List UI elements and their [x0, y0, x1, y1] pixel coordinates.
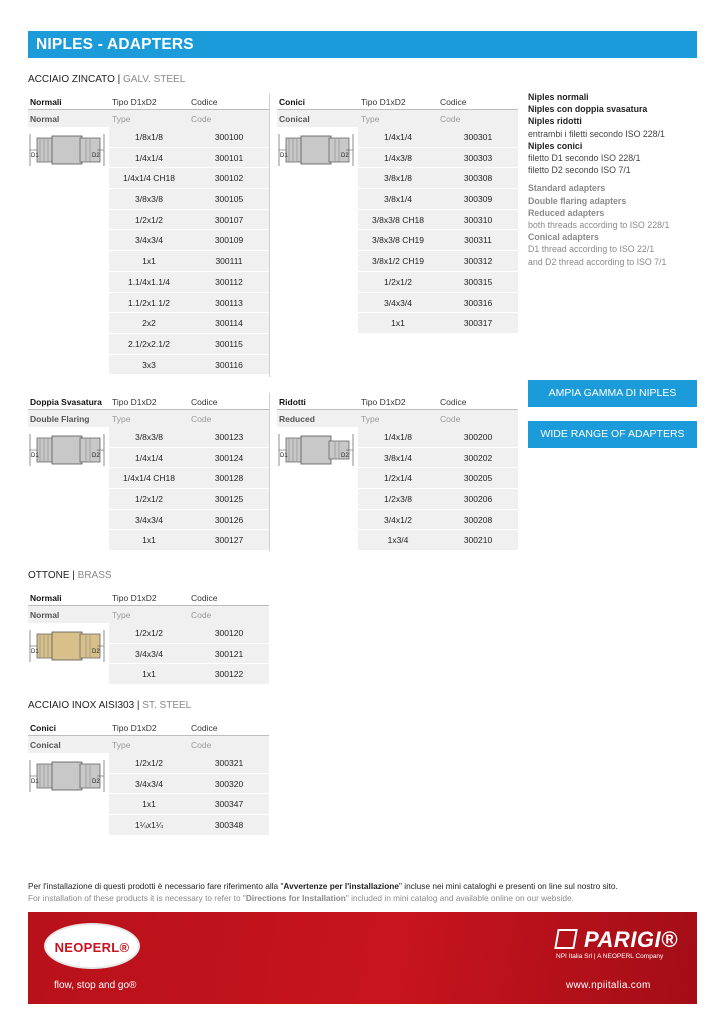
header-code: Codice	[191, 397, 218, 407]
type-cell: 1/2x1/2	[135, 214, 163, 225]
subheader-category: Conical	[30, 740, 61, 750]
table-header	[28, 393, 269, 410]
table-row	[109, 794, 269, 815]
type-cell: 1/4x1/4	[135, 452, 163, 463]
parigi-mark-icon	[554, 929, 578, 949]
type-cell: 3/4x1/2	[384, 514, 412, 525]
code-cell: 300206	[463, 494, 493, 505]
table-row	[109, 510, 269, 531]
parigi-subtitle: NPI Italia Srl | A NEOPERL Company	[556, 953, 664, 960]
subheader-category: Normal	[30, 114, 60, 124]
type-cell: 3/8x1/2 CH19	[372, 256, 424, 267]
table-row	[109, 127, 269, 148]
header-type: Tipo D1xD2	[112, 593, 157, 603]
table-row	[358, 530, 518, 551]
table-row	[109, 774, 269, 795]
parigi-logo: PARIGI®	[584, 927, 678, 952]
table-row	[109, 334, 269, 355]
wide-range-en-banner: WIDE RANGE OF ADAPTERS	[528, 421, 697, 448]
type-cell: 3/8x3/8	[135, 194, 163, 205]
header-type: Tipo D1xD2	[112, 397, 157, 407]
table-row	[109, 623, 269, 644]
code-cell: 300202	[463, 452, 493, 463]
type-cell: 3/8x1/4	[384, 194, 412, 205]
installation-note-it: Per l'installazione di questi prodotti è necessario fare riferimento alla "Avvertenze per l'installazione" incluse nei mini cataloghi e presenti on line sul nostro sito.	[28, 881, 618, 891]
table-row	[109, 313, 269, 334]
table-body	[277, 427, 518, 551]
code-cell: 300301	[463, 132, 493, 142]
table-row	[109, 210, 269, 231]
subheader-type: Type	[112, 610, 131, 620]
svg-text:D1: D1	[31, 649, 39, 655]
header-type: Tipo D1xD2	[361, 97, 406, 107]
table-header	[28, 93, 269, 110]
table-row	[358, 168, 518, 189]
svg-text:D1: D1	[31, 453, 39, 459]
type-cell: 3/4x3/4	[135, 648, 163, 659]
table-row	[358, 272, 518, 293]
table-conici-steel	[28, 719, 269, 836]
fitting-illustration	[28, 130, 106, 170]
code-cell: 300124	[214, 452, 244, 463]
svg-text:D2: D2	[92, 453, 100, 459]
table-row	[109, 230, 269, 251]
type-cell: 3/8x1/8	[384, 173, 412, 184]
type-cell: 3/4x3/4	[135, 514, 163, 525]
code-cell: 300210	[463, 535, 493, 546]
header-code: Codice	[191, 97, 218, 107]
table-row	[109, 815, 269, 836]
subheader-type: Type	[112, 740, 131, 750]
svg-text:D1: D1	[280, 153, 288, 159]
table-row	[358, 313, 518, 334]
type-cell: 1x1	[142, 256, 156, 267]
code-cell: 300317	[463, 318, 493, 329]
table-row	[109, 664, 269, 685]
type-cell: 1x3/4	[387, 535, 409, 546]
table-row	[109, 293, 269, 314]
type-cell: 1/2x1/2	[135, 494, 163, 505]
subheader-type: Type	[361, 414, 380, 424]
table-row	[109, 148, 269, 169]
neoperl-logo: NEOPERL®	[44, 923, 140, 969]
table-row	[109, 753, 269, 774]
table-row	[109, 489, 269, 510]
table-row	[109, 427, 269, 448]
header-category: Conici	[30, 723, 56, 733]
table-row	[358, 230, 518, 251]
type-cell: 2x2	[142, 318, 156, 329]
section-steel-title: ACCIAIO INOX AISI303 | ST. STEEL	[28, 700, 192, 711]
table-row	[109, 189, 269, 210]
table-subheader	[28, 606, 269, 623]
type-cell: 1/2x1/2	[135, 628, 163, 638]
code-cell: 300112	[215, 276, 243, 287]
table-row	[358, 127, 518, 148]
type-cell: 3x3	[142, 359, 156, 370]
subheader-code: Code	[440, 114, 461, 124]
code-cell: 300208	[463, 514, 493, 525]
subheader-code: Code	[191, 114, 212, 124]
header-category: Normali	[30, 593, 62, 603]
installation-note-en: For installation of these products it is necessary to refer to "Directions for Installation" included in mini catalog and available online on our webside.	[28, 893, 574, 903]
code-cell: 300122	[214, 669, 244, 680]
table-divider	[269, 93, 270, 377]
header-type: Tipo D1xD2	[361, 397, 406, 407]
fitting-illustration	[28, 756, 106, 796]
type-cell: 3/8x3/8	[135, 432, 163, 442]
code-cell: 300107	[214, 214, 244, 225]
table-row	[109, 644, 269, 665]
code-cell: 300116	[215, 359, 243, 370]
table-subheader	[28, 410, 269, 427]
wide-range-it-banner: AMPIA GAMMA DI NIPLES	[528, 380, 697, 407]
neoperl-slogan: flow, stop and go®	[54, 980, 137, 991]
header-category: Ridotti	[279, 397, 306, 407]
type-cell: 1/4x3/8	[384, 152, 412, 163]
code-cell: 300311	[464, 235, 492, 246]
table-subheader	[277, 110, 518, 127]
type-cell: 1x1	[142, 799, 156, 810]
table-subheader	[28, 736, 269, 753]
svg-text:D2: D2	[341, 453, 349, 459]
table-header	[277, 393, 518, 410]
table-row	[358, 489, 518, 510]
table-row	[358, 427, 518, 448]
type-cell: 3/4x3/4	[135, 778, 163, 789]
subheader-category: Normal	[30, 610, 60, 620]
section-galv-title: ACCIAIO ZINCATO | GALV. STEEL	[28, 74, 186, 85]
product-description: Niples normali Niples con doppia svasatura Niples ridotti entrambi i filetti secondo ISO 228/1 Niples conici filetto D1 secondo ISO 228/1 filetto D2 secondo ISO 7/1 Standard adapters Double flaring adapters Reduced adapters both threads according to ISO 228/1 Conical adapters D1 thread according to ISO 22/1 and D2 thread according to ISO 7/1	[528, 92, 670, 267]
type-cell: 1¼x1¼	[135, 820, 163, 831]
table-row	[358, 448, 518, 469]
code-cell: 300109	[214, 235, 244, 246]
code-cell: 300348	[214, 820, 244, 831]
table-row	[358, 468, 518, 489]
table-row	[109, 272, 269, 293]
type-cell: 1x1	[391, 318, 405, 329]
subheader-category: Conical	[279, 114, 310, 124]
table-row	[358, 148, 518, 169]
table-subheader	[277, 410, 518, 427]
header-code: Codice	[440, 97, 467, 107]
type-cell: 3/4x3/4	[384, 297, 412, 308]
svg-text:D1: D1	[31, 153, 39, 159]
fitting-illustration	[28, 626, 106, 666]
table-row	[358, 210, 518, 231]
type-cell: 1.1/2x1.1/2	[127, 297, 171, 308]
code-cell: 300309	[463, 194, 493, 205]
website-link[interactable]: www.npiitalia.com	[566, 980, 651, 991]
type-cell: 1/2x1/2	[135, 758, 163, 768]
fitting-illustration	[277, 130, 355, 170]
header-code: Codice	[440, 397, 467, 407]
code-cell: 300310	[463, 214, 493, 225]
table-row	[109, 168, 269, 189]
code-cell: 300126	[214, 514, 244, 525]
table-body	[28, 623, 269, 685]
code-cell: 300316	[463, 297, 493, 308]
type-cell: 1x1	[142, 669, 156, 680]
subheader-category: Reduced	[279, 414, 315, 424]
code-cell: 300125	[214, 494, 244, 505]
table-conici-galv	[277, 93, 518, 334]
header-type: Tipo D1xD2	[112, 97, 157, 107]
table-normali-galv	[28, 93, 269, 375]
type-cell: 1/2x1/4	[384, 473, 412, 484]
code-cell: 300121	[214, 648, 244, 659]
subheader-code: Code	[191, 610, 212, 620]
section-brass-title: OTTONE | BRASS	[28, 570, 112, 581]
type-cell: 1/4x1/4 CH18	[123, 173, 175, 184]
table-normali-brass	[28, 589, 269, 685]
svg-text:D1: D1	[31, 779, 39, 785]
table-row	[109, 355, 269, 376]
subheader-code: Code	[440, 414, 461, 424]
subheader-type: Type	[112, 414, 131, 424]
header-code: Codice	[191, 723, 218, 733]
table-body	[28, 753, 269, 836]
code-cell: 300312	[463, 256, 493, 267]
code-cell: 300308	[463, 173, 493, 184]
fitting-illustration	[28, 430, 106, 470]
table-doppia-svasatura	[28, 393, 269, 551]
subheader-category: Double Flaring	[30, 414, 90, 424]
code-cell: 300102	[214, 173, 244, 184]
fitting-illustration	[277, 430, 355, 470]
code-cell: 300315	[463, 276, 493, 287]
table-body	[28, 427, 269, 551]
table-row	[358, 251, 518, 272]
code-cell: 300200	[463, 432, 493, 442]
svg-text:D2: D2	[92, 153, 100, 159]
table-header	[28, 719, 269, 736]
footer-banner	[28, 912, 697, 1004]
type-cell: 1/4x1/4	[135, 152, 163, 163]
type-cell: 1/2x1/2	[384, 276, 412, 287]
type-cell: 2.1/2x2.1/2	[127, 338, 171, 349]
code-cell: 300111	[215, 256, 243, 267]
table-row	[358, 189, 518, 210]
svg-text:D2: D2	[341, 153, 349, 159]
type-cell: 3/8x1/4	[384, 452, 412, 463]
code-cell: 300123	[214, 432, 244, 442]
table-row	[358, 293, 518, 314]
code-cell: 300113	[215, 297, 243, 308]
page-title: NIPLES - ADAPTERS	[36, 36, 194, 53]
table-body	[28, 127, 269, 375]
type-cell: 1/4x1/4 CH18	[123, 473, 175, 484]
type-cell: 1.1/4x1.1/4	[127, 276, 171, 287]
header-category: Normali	[30, 97, 62, 107]
type-cell: 3/4x3/4	[135, 235, 163, 246]
svg-text:D1: D1	[280, 453, 288, 459]
header-category: Doppia Svasatura	[30, 397, 102, 407]
type-cell: 3/8x3/8 CH18	[372, 214, 424, 225]
subheader-code: Code	[191, 740, 212, 750]
header-type: Tipo D1xD2	[112, 723, 157, 733]
subheader-type: Type	[361, 114, 380, 124]
code-cell: 300303	[463, 152, 493, 163]
code-cell: 300205	[463, 473, 493, 484]
table-divider	[269, 393, 270, 551]
table-header	[277, 93, 518, 110]
table-row	[109, 530, 269, 551]
code-cell: 300120	[214, 628, 244, 638]
subheader-type: Type	[112, 114, 131, 124]
table-ridotti	[277, 393, 518, 551]
subheader-code: Code	[191, 414, 212, 424]
svg-text:D2: D2	[92, 649, 100, 655]
code-cell: 300321	[214, 758, 244, 768]
code-cell: 300115	[215, 338, 243, 349]
type-cell: 1/8x1/8	[135, 132, 163, 142]
page-title-bar	[28, 31, 697, 58]
type-cell: 3/8x3/8 CH19	[372, 235, 424, 246]
type-cell: 1/2x3/8	[384, 494, 412, 505]
code-cell: 300101	[214, 152, 244, 163]
table-subheader	[28, 110, 269, 127]
table-row	[109, 448, 269, 469]
table-body	[277, 127, 518, 334]
code-cell: 300347	[214, 799, 244, 810]
installation-note	[28, 880, 708, 904]
type-cell: 1/4x1/8	[384, 432, 412, 442]
code-cell: 300128	[214, 473, 244, 484]
code-cell: 300105	[214, 194, 244, 205]
table-row	[358, 510, 518, 531]
type-cell: 1/4x1/4	[384, 132, 412, 142]
table-header	[28, 589, 269, 606]
table-row	[109, 251, 269, 272]
svg-text:D2: D2	[92, 779, 100, 785]
type-cell: 1x1	[142, 535, 156, 546]
header-code: Codice	[191, 593, 218, 603]
table-row	[109, 468, 269, 489]
header-category: Conici	[279, 97, 305, 107]
code-cell: 300127	[214, 535, 244, 546]
code-cell: 300320	[214, 778, 244, 789]
code-cell: 300100	[214, 132, 244, 142]
code-cell: 300114	[215, 318, 243, 329]
